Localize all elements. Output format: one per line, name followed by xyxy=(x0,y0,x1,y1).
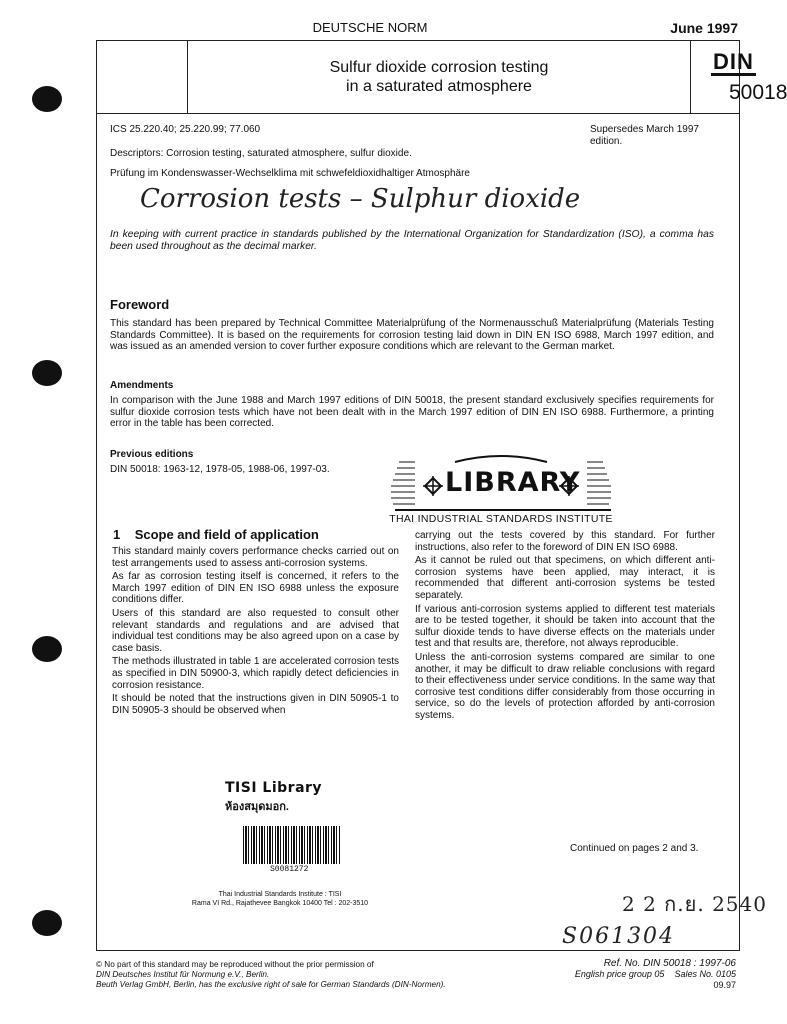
section-1-left-column xyxy=(112,546,399,716)
foreword-heading: Foreword xyxy=(110,297,170,312)
supersedes-note: Supersedes March 1997 edition. xyxy=(590,124,699,147)
copyright-line-2: DIN Deutsches Institut für Normung e.V., Berlin. xyxy=(96,970,270,979)
title-box xyxy=(96,40,787,114)
section-1-heading xyxy=(113,527,319,542)
paragraph: As far as corrosion testing itself is concerned, it refers to the March 1997 edition of DIN EN ISO 6988 unless the exposure conditions differ. xyxy=(112,571,399,606)
barcode xyxy=(243,826,341,864)
din-logo: DIN xyxy=(713,49,754,74)
sales-number: Sales No. 0105 xyxy=(674,969,736,979)
section-1-right-column xyxy=(415,530,715,722)
amendments-text: In comparison with the June 1988 and March 1997 editions of DIN 50018, the present standard exclusively specifies requirements for sulfur dioxide corrosion tests which have not been dealt with in the March 1997 edition of DIN EN ISO 6988. Furthermore, a printing error in the table has been corrected. xyxy=(110,395,714,430)
date-code: 09.97 xyxy=(713,980,736,990)
paragraph: As it cannot be ruled out that specimens, on which different anti-corrosion systems have been applied, may interact, it is recommended that different anti-corrosion systems be tested separately. xyxy=(415,555,715,601)
section-title: Scope and field of application xyxy=(134,527,319,542)
library-stamp xyxy=(385,454,617,526)
document-title xyxy=(188,41,691,113)
handwritten-subject: Corrosion tests – Sulphur dioxide xyxy=(140,184,581,214)
paragraph: It should be noted that the instructions given in DIN 50905-1 to DIN 50905-3 should be observed when xyxy=(112,693,399,716)
punch-hole xyxy=(32,360,62,386)
norm-label: DEUTSCHE NORM xyxy=(312,20,428,35)
ics-codes: ICS 25.220.40; 25.220.99; 77.060 xyxy=(110,124,261,135)
foreword-text: This standard has been prepared by Technical Committee Materialprüfung of the Normenausschuß Materialprüfung (Materials Testing Standards Committee). It is based on the requirements for corrosion testing laid down in DIN EN ISO 6988, March 1997 edition, and was issued as an amended version to cover further exposure conditions which are relevant to the German market. xyxy=(110,318,714,353)
previous-editions-text: DIN 50018: 1963-12, 1978-05, 1988-06, 1997-03. xyxy=(110,464,330,475)
title-line-1: Sulfur dioxide corrosion testing xyxy=(329,59,549,76)
paragraph: Users of this standard are also requested to consult other relevant standards and regulations and are advised that individual test conditions may be also agreed upon on a case by case basis. xyxy=(112,607,399,654)
descriptors: Descriptors: Corrosion testing, saturated atmosphere, sulfur dioxide. xyxy=(110,148,412,159)
copyright-line-1: © No part of this standard may be reproduced without the prior permission of xyxy=(96,960,374,969)
german-title: Prüfung im Kondenswasser-Wechselklima mit schwefeldioxidhaltiger Atmosphäre xyxy=(110,168,470,179)
diamond-icon xyxy=(423,476,443,496)
punch-hole xyxy=(32,910,62,936)
copyright-footer xyxy=(96,960,516,990)
continued-note: Continued on pages 2 and 3. xyxy=(570,843,699,854)
previous-editions-heading: Previous editions xyxy=(110,449,194,460)
address-line-2: Rama VI Rd., Rajathevee Bangkok 10400 Tel : 202-3510 xyxy=(191,900,369,907)
library-stamp-word: LIBRARY xyxy=(445,467,581,498)
reference-footer xyxy=(540,958,736,991)
din-number: 50018 xyxy=(729,81,787,104)
copyright-line-3: Beuth Verlag GmbH, Berlin, has the exclusive right of sale for German Standards (DIN-Normen). xyxy=(96,980,446,989)
tisi-address xyxy=(160,890,400,908)
publication-date: June 1997 xyxy=(670,20,738,36)
tisi-library-title: TISI Library xyxy=(225,780,323,796)
amendments-heading: Amendments xyxy=(110,380,174,391)
barcode-number: S0081272 xyxy=(270,865,309,874)
handwritten-date: 2 2 ก.ย. 2540 xyxy=(622,892,767,916)
title-box-left-cell xyxy=(97,41,188,113)
paragraph: If various anti-corrosion systems applied to different test materials are to be tested together, it should be taken into account that the sulfur dioxide tends to have diverse effects on the materials under test and that results are, therefore, not always reproducible. xyxy=(415,603,715,650)
punch-hole xyxy=(32,636,62,662)
title-line-2: in a saturated atmosphere xyxy=(346,78,532,95)
din-cell xyxy=(691,41,787,113)
address-line-1: Thai Industrial Standards Institute : TISI xyxy=(218,891,342,898)
institute-name: THAI INDUSTRIAL STANDARDS INSTITUTE xyxy=(389,513,613,525)
section-number: 1 xyxy=(113,527,121,542)
reference-number: Ref. No. DIN 50018 : 1997-06 xyxy=(603,958,736,969)
decimal-marker-notice: In keeping with current practice in standards published by the International Organization for Standardization (ISO), a comma has been used throughout as the decimal marker. xyxy=(110,229,714,252)
price-sales xyxy=(540,969,736,980)
paragraph: The methods illustrated in table 1 are accelerated corrosion tests as specified in DIN 50900-3, which rapidly detect deficiencies in corrosion resistance. xyxy=(112,656,399,691)
paragraph: This standard mainly covers performance checks carried out on test arrangements used to assess anti-corrosion systems. xyxy=(112,546,399,569)
price-group: English price group 05 xyxy=(574,969,665,979)
tisi-library-thai: ห้องสมุดมอก. xyxy=(225,801,289,813)
handwritten-code: S061304 xyxy=(562,924,676,949)
punch-hole xyxy=(32,86,62,112)
paragraph: carrying out the tests covered by this standard. For further instructions, also refer to the foreword of DIN EN ISO 6988. xyxy=(415,530,715,553)
paragraph: Unless the anti-corrosion systems compared are similar to one another, it may be difficult to draw reliable conclusions with regard to their effectiveness under service conditions. In the same way that corrosive test conditions differ considerably from those occurring in service, so do the levels of protection afforded by anti-corrosion systems. xyxy=(415,651,715,721)
